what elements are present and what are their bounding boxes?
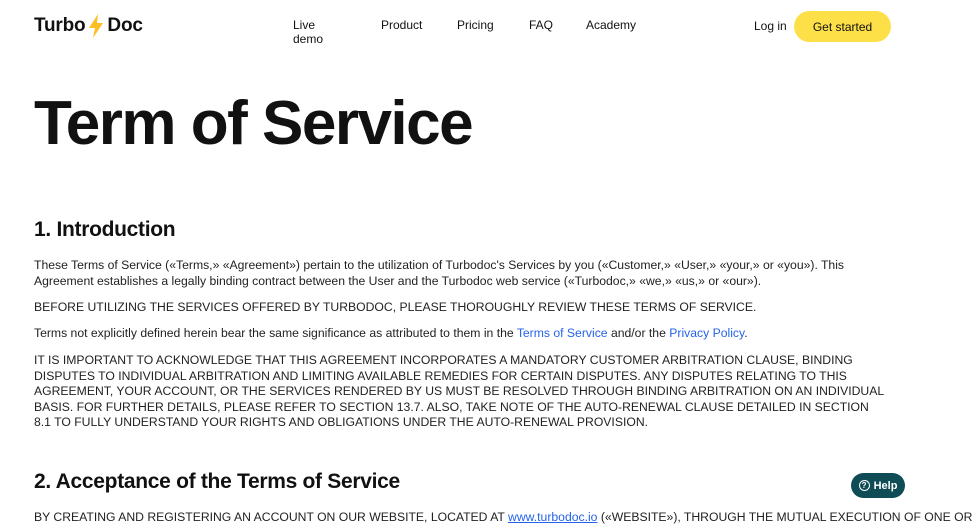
- section-heading-acceptance: 2. Acceptance of the Terms of Service: [34, 470, 400, 493]
- website-link[interactable]: www.turbodoc.io: [508, 510, 598, 524]
- nav-link-product[interactable]: Product: [381, 18, 423, 32]
- question-circle-icon: ?: [859, 480, 870, 491]
- definitions-paragraph: [34, 326, 889, 342]
- nav-link-live-demo[interactable]: Live demo: [293, 18, 324, 46]
- page-title: Term of Service: [34, 89, 473, 158]
- help-label: Help: [873, 479, 898, 492]
- get-started-button[interactable]: Get started: [794, 11, 891, 42]
- acceptance-text-a: BY CREATING AND REGISTERING AN ACCOUNT ON OUR WEBSITE, LOCATED AT: [34, 510, 509, 524]
- nav-link-academy[interactable]: Academy: [586, 18, 637, 32]
- lightning-bolt-icon: [86, 14, 106, 38]
- logo-text-left: Turbo: [34, 15, 86, 36]
- help-button[interactable]: [851, 473, 905, 498]
- terms-of-service-link[interactable]: Terms of Service: [516, 326, 608, 340]
- section-heading-introduction: 1. Introduction: [34, 218, 176, 241]
- nav-link-faq[interactable]: FAQ: [529, 18, 554, 32]
- logo-text-right: Doc: [107, 15, 143, 36]
- definitions-text-b: and/or the: [607, 326, 670, 340]
- definitions-text-a: Terms not explicitly defined herein bear the same significance as attributed to them in the: [34, 326, 517, 340]
- acceptance-paragraph: [34, 510, 972, 526]
- privacy-policy-link[interactable]: Privacy Policy: [669, 326, 745, 340]
- logo[interactable]: [34, 14, 143, 38]
- definitions-text-c: .: [744, 326, 748, 340]
- review-notice: BEFORE UTILIZING THE SERVICES OFFERED BY TURBODOC, PLEASE THOROUGHLY REVIEW THESE TERMS OF SERVICE.: [34, 300, 757, 314]
- intro-paragraph: These Terms of Service («Terms,» «Agreement») pertain to the utilization of Turbodoc's Services by you («Customer,» «User,» «your,» or «you»). This Agreement establishes a legally binding contract between the User and the Turbodoc web service («Turbodoc,» «we,» «us,» or «our»).: [34, 258, 845, 288]
- acceptance-text-b: («WEBSITE»), THROUGH THE MUTUAL EXECUTION OF ONE OR: [597, 510, 972, 524]
- login-link[interactable]: Log in: [754, 19, 787, 33]
- top-navigation: [0, 0, 925, 52]
- arbitration-notice: IT IS IMPORTANT TO ACKNOWLEDGE THAT THIS AGREEMENT INCORPORATES A MANDATORY CUSTOMER ARBITRATION CLAUSE, BINDING DISPUTES TO INDIVIDUAL ARBITRATION AND LIMITING AVAILABLE REMEDIES FOR CERTAIN DISPUTES. ANY DISPUTES RELATING TO THIS AGREEMENT, YOUR ACCOUNT, OR THE SERVICES RENDERED BY US MUST BE RESOLVED THROUGH BINDING ARBITRATION ON AN INDIVIDUAL BASIS. FOR FURTHER DETAILS, PLEASE REFER TO SECTION 13.7. ALSO, TAKE NOTE OF THE AUTO-RENEWAL CLAUSE DETAILED IN SECTION 8.1 TO FULLY UNDERSTAND YOUR RIGHTS AND OBLIGATIONS UNDER THE AUTO-RENEWAL PROVISION.: [34, 353, 884, 430]
- nav-link-pricing[interactable]: Pricing: [457, 18, 494, 32]
